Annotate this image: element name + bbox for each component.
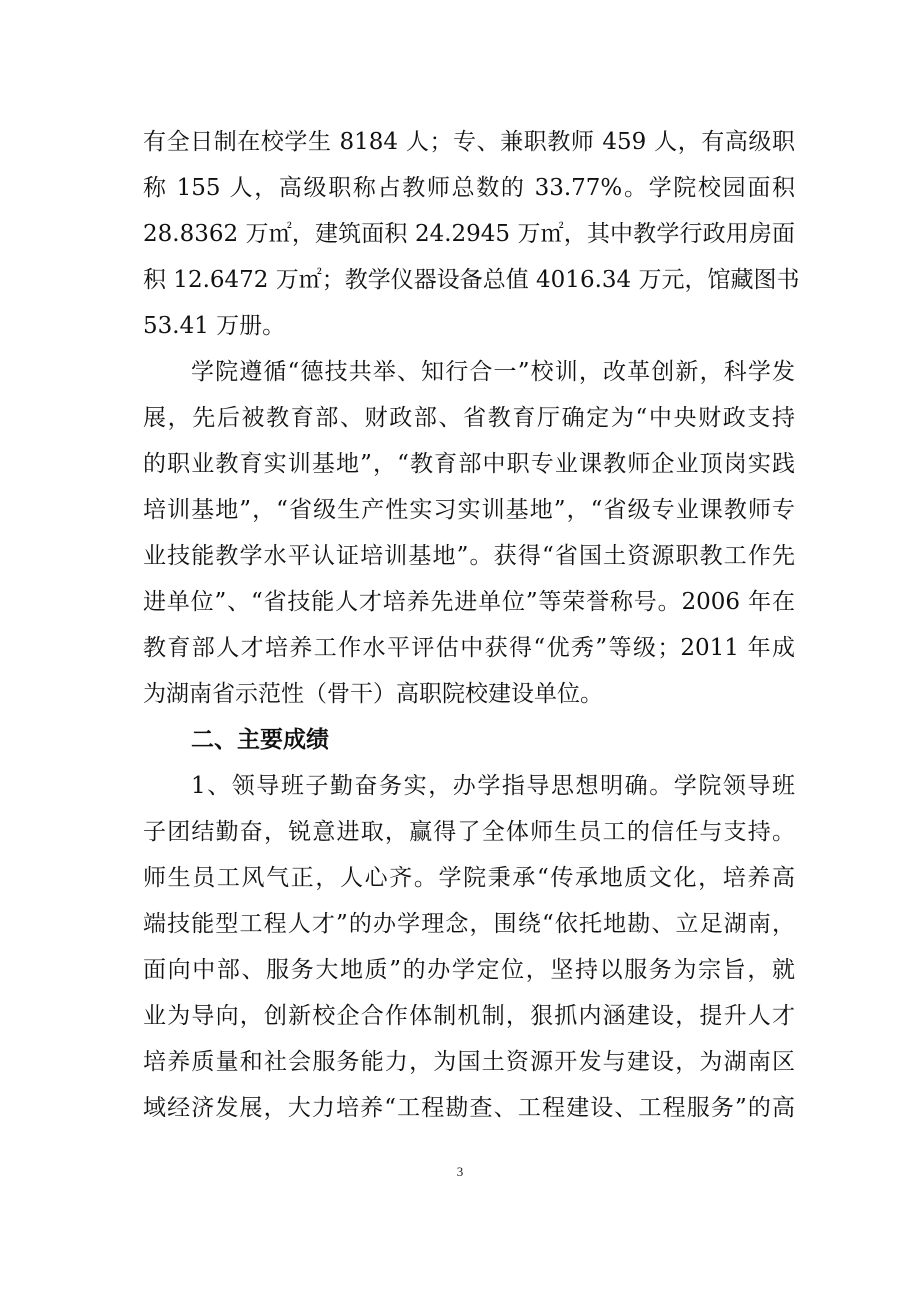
- paragraph-3-line-5: 面向中部、服务大地质”的办学定位，坚持以服务为宗旨，就: [143, 957, 795, 983]
- paragraph-2-line-5: 业技能教学水平认证培训基地”。获得“省国土资源职教工作先: [143, 543, 795, 569]
- paragraph-2-line-4: 培训基地”，“省级生产性实习实训基地”，“省级专业课教师专: [143, 497, 795, 523]
- paragraph-3-line-7: 培养质量和社会服务能力，为国土资源开发与建设，为湖南区: [143, 1049, 795, 1075]
- paragraph-3-line-8: 域经济发展，大力培养“工程勘查、工程建设、工程服务”的高: [143, 1095, 795, 1121]
- paragraph-1-line-4: 积 12.6472 万㎡；教学仪器设备总值 4016.34 万元，馆藏图书: [143, 267, 800, 293]
- paragraph-3-line-6: 业为导向，创新校企合作体制机制，狠抓内涵建设，提升人才: [143, 1003, 795, 1029]
- paragraph-2-line-2: 展，先后被教育部、财政部、省教育厅确定为“中央财政支持: [143, 405, 795, 431]
- paragraph-2-line-3: 的职业教育实训基地”，“教育部中职专业课教师企业顶岗实践: [143, 451, 795, 477]
- paragraph-2-line-7: 教育部人才培养工作水平评估中获得“优秀”等级；2011 年成: [143, 635, 795, 661]
- paragraph-3-line-1: 1、领导班子勤奋务实，办学指导思想明确。学院领导班: [191, 773, 795, 799]
- page-number: 3: [456, 1164, 464, 1179]
- section-heading: 二、主要成绩: [191, 727, 329, 753]
- paragraph-2-line-6: 进单位”、“省技能人才培养先进单位”等荣誉称号。2006 年在: [143, 589, 795, 615]
- paragraph-2-line-1: 学院遵循“德技共举、知行合一”校训，改革创新，科学发: [191, 359, 795, 385]
- paragraph-3-line-2: 子团结勤奋，锐意进取，赢得了全体师生员工的信任与支持。: [143, 819, 795, 845]
- paragraph-3-line-3: 师生员工风气正，人心齐。学院秉承“传承地质文化，培养高: [143, 865, 795, 891]
- paragraph-1-line-2: 称 155 人，高级职称占教师总数的 33.77%。学院校园面积: [143, 175, 795, 201]
- paragraph-2-line-8: 为湖南省示范性（骨干）高职院校建设单位。: [143, 681, 603, 707]
- paragraph-1-line-5: 53.41 万册。: [143, 313, 286, 339]
- paragraph-1-line-3: 28.8362 万㎡，建筑面积 24.2945 万㎡，其中教学行政用房面: [143, 221, 795, 247]
- paragraph-1-line-1: 有全日制在校学生 8184 人；专、兼职教师 459 人，有高级职: [143, 129, 795, 155]
- paragraph-3-line-4: 端技能型工程人才”的办学理念，围绕“依托地勘、立足湖南，: [143, 911, 795, 937]
